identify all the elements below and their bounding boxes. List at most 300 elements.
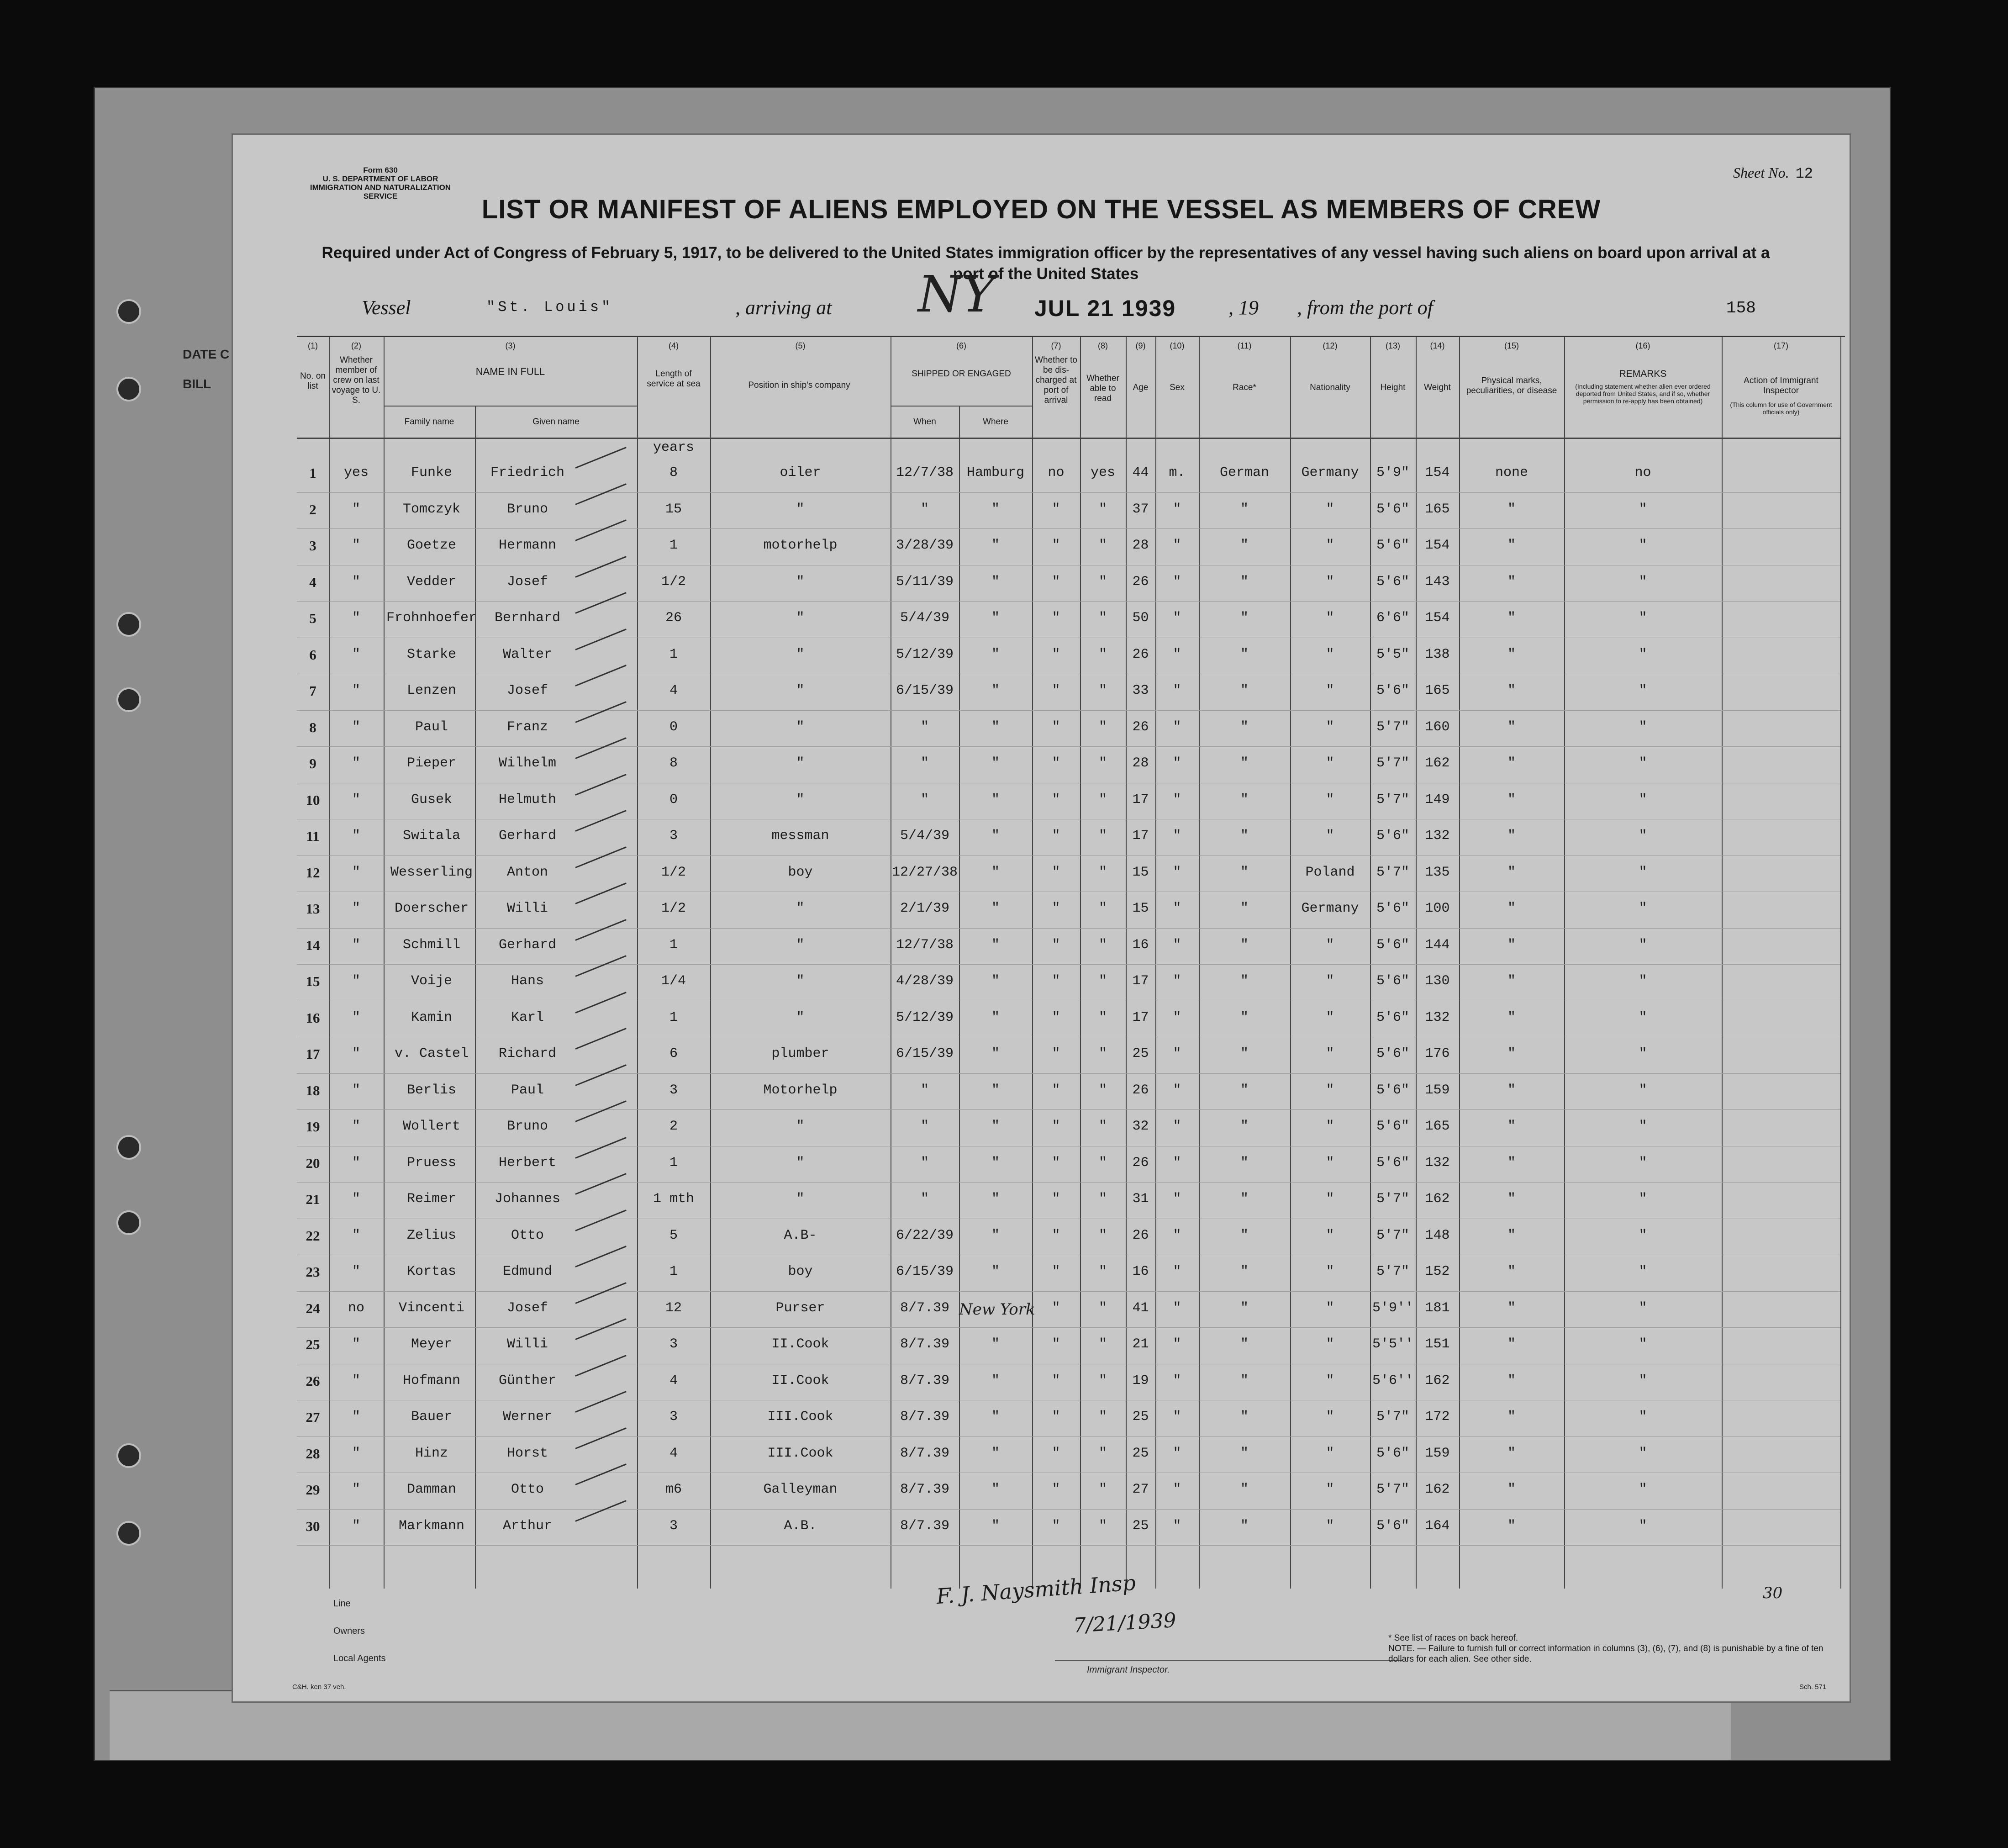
cell-where: " xyxy=(991,901,1000,916)
cell-read: " xyxy=(1098,901,1107,916)
col17-header: Action of Immigrant Inspector xyxy=(1744,376,1818,396)
cell-sex: " xyxy=(1173,1336,1181,1352)
column-divider xyxy=(1032,337,1033,1589)
cell-service: 3 xyxy=(669,1082,678,1098)
cell-given: Anton xyxy=(506,864,548,880)
cell-position: " xyxy=(796,1009,805,1025)
col4-number: (4) xyxy=(669,341,679,350)
cell-age: 26 xyxy=(1132,719,1149,735)
cell-sex: " xyxy=(1173,1227,1181,1243)
cell-position: " xyxy=(796,610,805,626)
cell-weight: 165 xyxy=(1425,1119,1450,1134)
cell-age: 33 xyxy=(1132,683,1149,698)
cell-no: 10 xyxy=(306,792,320,808)
cell-service: 1/2 xyxy=(661,574,686,590)
cell-weight: 181 xyxy=(1425,1300,1450,1316)
cell-marks: " xyxy=(1507,646,1516,662)
cell-read: " xyxy=(1098,792,1107,808)
cell-marks: " xyxy=(1507,901,1516,916)
binder-hole xyxy=(116,612,141,637)
cell-race: " xyxy=(1240,1119,1249,1134)
cell-given: Willi xyxy=(506,901,548,916)
cell-last: " xyxy=(352,864,360,880)
cell-family: Meyer xyxy=(411,1336,452,1352)
cell-service: 1 xyxy=(669,1264,678,1279)
cell-nat: " xyxy=(1326,1119,1334,1134)
cell-age: 32 xyxy=(1132,1119,1149,1134)
cell-weight: 143 xyxy=(1425,574,1450,590)
column-divider xyxy=(1459,337,1460,1589)
cell-nat: " xyxy=(1326,1300,1334,1316)
cell-when: 6/15/39 xyxy=(896,683,954,698)
cell-family: Hofmann xyxy=(402,1373,461,1389)
cell-last: " xyxy=(352,1409,360,1425)
cell-height: 5'7" xyxy=(1376,1264,1409,1279)
cell-disch: " xyxy=(1052,574,1060,590)
cell-height: 5'6" xyxy=(1376,1082,1409,1098)
cell-when: " xyxy=(920,719,929,735)
manifest-sheet xyxy=(233,135,1850,1701)
cell-family: v. Castel xyxy=(394,1046,469,1061)
cell-where: " xyxy=(991,1482,1000,1497)
cell-age: 26 xyxy=(1132,1155,1149,1171)
binder-hole xyxy=(116,299,141,324)
cell-height: 5'7" xyxy=(1376,1191,1409,1207)
cell-position: III.Cook xyxy=(767,1445,833,1461)
immigrant-inspector-label: Immigrant Inspector. xyxy=(1087,1665,1170,1675)
cell-remarks: " xyxy=(1639,538,1647,553)
cell-given: Otto xyxy=(511,1482,544,1497)
cell-given: Bruno xyxy=(506,1119,548,1134)
cell-service: 1 xyxy=(669,646,678,662)
cell-when: " xyxy=(920,1155,929,1171)
cell-family: Switala xyxy=(402,828,461,844)
cell-read: " xyxy=(1098,1155,1107,1171)
cell-height: 5'7" xyxy=(1376,1227,1409,1243)
cell-last: " xyxy=(352,538,360,553)
cell-race: " xyxy=(1240,973,1249,989)
cell-nat: " xyxy=(1326,1264,1334,1279)
cell-age: 25 xyxy=(1132,1409,1149,1425)
cell-where: " xyxy=(991,719,1000,735)
cell-no: 28 xyxy=(306,1445,320,1462)
col13-header: Height xyxy=(1380,383,1406,392)
cell-weight: 165 xyxy=(1425,501,1450,517)
cell-age: 17 xyxy=(1132,828,1149,844)
binder-hole xyxy=(116,377,141,401)
row-rule xyxy=(297,601,1840,602)
col13-number: (13) xyxy=(1385,341,1400,350)
row-rule xyxy=(297,1436,1840,1437)
cell-position: " xyxy=(796,574,805,590)
cell-weight: 165 xyxy=(1425,683,1450,698)
cell-age: 15 xyxy=(1132,864,1149,880)
col12-number: (12) xyxy=(1323,341,1338,350)
cell-family: Vedder xyxy=(406,574,457,590)
cell-marks: " xyxy=(1507,1482,1516,1497)
cell-where: " xyxy=(991,973,1000,989)
cell-marks: " xyxy=(1507,1082,1516,1098)
col8-header: Whether able to read xyxy=(1086,374,1119,403)
cell-race: " xyxy=(1240,1046,1249,1061)
cell-remarks: " xyxy=(1639,1046,1647,1061)
given-name-header: Given name xyxy=(532,417,580,427)
cell-height: 5'6" xyxy=(1376,901,1409,916)
cell-given: Arthur xyxy=(502,1518,553,1534)
cell-marks: " xyxy=(1507,719,1516,735)
cell-where: " xyxy=(991,1518,1000,1534)
cell-family: Kamin xyxy=(411,1009,452,1025)
cell-no: 1 xyxy=(309,465,316,481)
cell-sex: " xyxy=(1173,864,1181,880)
column-divider xyxy=(1416,337,1417,1589)
cell-marks: " xyxy=(1507,683,1516,698)
check-mark-icon xyxy=(575,1100,626,1122)
cell-where: " xyxy=(991,1264,1000,1279)
cell-disch: " xyxy=(1052,1518,1060,1534)
cell-given: Edmund xyxy=(502,1264,553,1279)
check-mark-icon xyxy=(575,774,626,796)
col6-number: (6) xyxy=(956,341,966,350)
check-mark-icon xyxy=(575,1209,626,1231)
cell-remarks: " xyxy=(1639,828,1647,844)
cell-height: 5'7" xyxy=(1376,1482,1409,1497)
cell-race: " xyxy=(1240,1336,1249,1352)
check-mark-icon xyxy=(575,628,626,650)
cell-family: Doerscher xyxy=(394,901,469,916)
cell-remarks: " xyxy=(1639,574,1647,590)
cell-sex: " xyxy=(1173,501,1181,517)
cell-family: Tomczyk xyxy=(402,501,461,517)
cell-position: Purser xyxy=(775,1300,825,1316)
cell-position: A.B. xyxy=(784,1518,817,1534)
cell-read: " xyxy=(1098,755,1107,771)
cell-remarks: " xyxy=(1639,1009,1647,1025)
row-rule xyxy=(297,1073,1840,1074)
cell-disch: " xyxy=(1052,610,1060,626)
cell-marks: " xyxy=(1507,501,1516,517)
cell-read: " xyxy=(1098,1409,1107,1425)
binder-hole xyxy=(116,1135,141,1160)
cell-disch: " xyxy=(1052,937,1060,953)
cell-remarks: " xyxy=(1639,1082,1647,1098)
cell-sex: " xyxy=(1173,973,1181,989)
cell-height: 5'6" xyxy=(1376,828,1409,844)
cell-read: " xyxy=(1098,1227,1107,1243)
cell-marks: " xyxy=(1507,538,1516,553)
cell-weight: 162 xyxy=(1425,1191,1450,1207)
column-divider xyxy=(1199,337,1200,1589)
cell-age: 15 xyxy=(1132,901,1149,916)
cell-marks: " xyxy=(1507,1264,1516,1279)
cell-where: " xyxy=(991,1373,1000,1389)
cell-read: " xyxy=(1098,1046,1107,1061)
cell-height: 5'7" xyxy=(1376,792,1409,808)
shipped-when-header: When xyxy=(913,417,936,427)
cell-position: " xyxy=(796,501,805,517)
cell-no: 8 xyxy=(309,719,316,735)
cell-disch: " xyxy=(1052,792,1060,808)
row-rule xyxy=(297,1109,1840,1110)
cell-where: New York xyxy=(959,1300,1035,1319)
cell-position: " xyxy=(796,1191,805,1207)
cell-disch: " xyxy=(1052,1046,1060,1061)
cell-last: " xyxy=(352,1009,360,1025)
cell-when: " xyxy=(920,1191,929,1207)
cell-read: " xyxy=(1098,1518,1107,1534)
cell-height: 5'7" xyxy=(1376,719,1409,735)
cell-last: " xyxy=(352,973,360,989)
cell-nat: " xyxy=(1326,538,1334,553)
cell-given: Franz xyxy=(506,719,548,735)
header-subdivider xyxy=(891,406,1032,407)
check-mark-icon xyxy=(575,1391,626,1413)
cell-last: " xyxy=(352,1336,360,1352)
row-rule xyxy=(297,855,1840,856)
cell-sex: " xyxy=(1173,1300,1181,1316)
cell-age: 28 xyxy=(1132,538,1149,553)
cell-given: Herbert xyxy=(498,1155,557,1171)
row-rule xyxy=(297,1182,1840,1183)
cell-read: " xyxy=(1098,1482,1107,1497)
cell-height: 5'6" xyxy=(1376,1119,1409,1134)
cell-disch: " xyxy=(1052,1009,1060,1025)
signature-date: 7/21/1939 xyxy=(1072,1609,1177,1637)
cell-no: 29 xyxy=(306,1482,320,1498)
cell-no: 11 xyxy=(306,828,320,844)
cell-no: 19 xyxy=(306,1119,320,1135)
cell-race: " xyxy=(1240,864,1249,880)
cell-race: " xyxy=(1240,1409,1249,1425)
cell-age: 27 xyxy=(1132,1482,1149,1497)
cell-disch: " xyxy=(1052,1227,1060,1243)
cell-given: Helmuth xyxy=(498,792,557,808)
cell-race: " xyxy=(1240,792,1249,808)
cell-when: 8/7.39 xyxy=(900,1373,950,1389)
cell-age: 19 xyxy=(1132,1373,1149,1389)
cell-age: 17 xyxy=(1132,973,1149,989)
vessel-line xyxy=(233,265,1850,324)
cell-marks: " xyxy=(1507,755,1516,771)
cell-no: 18 xyxy=(306,1082,320,1098)
cell-race: " xyxy=(1240,574,1249,590)
vessel-label: Vessel xyxy=(362,296,411,319)
cell-height: 5'6" xyxy=(1376,1009,1409,1025)
cell-race: " xyxy=(1240,501,1249,517)
cell-race: " xyxy=(1240,1373,1249,1389)
cell-disch: " xyxy=(1052,719,1060,735)
cell-disch: " xyxy=(1052,864,1060,880)
binder-hole xyxy=(116,687,141,712)
cell-service: 8 xyxy=(669,465,678,480)
cell-race: " xyxy=(1240,1082,1249,1098)
cell-sex: " xyxy=(1173,719,1181,735)
cell-remarks: no xyxy=(1634,465,1651,480)
cell-no: 27 xyxy=(306,1409,320,1425)
cell-where: " xyxy=(991,792,1000,808)
col14-number: (14) xyxy=(1430,341,1445,350)
cell-where: " xyxy=(991,574,1000,590)
check-mark-icon xyxy=(575,1427,626,1449)
cell-sex: " xyxy=(1173,574,1181,590)
cell-nat: " xyxy=(1326,973,1334,989)
cell-nat: " xyxy=(1326,1445,1334,1461)
from-port-label: , from the port of xyxy=(1297,296,1433,319)
cell-given: Horst xyxy=(506,1445,548,1461)
col9-header: Age xyxy=(1133,383,1149,392)
check-mark-icon xyxy=(575,1318,626,1340)
cell-age: 37 xyxy=(1132,501,1149,517)
cell-disch: " xyxy=(1052,1082,1060,1098)
check-mark-icon xyxy=(575,1028,626,1050)
check-mark-icon xyxy=(575,846,626,868)
cell-given: Bernhard xyxy=(494,610,561,626)
cell-when: 5/4/39 xyxy=(900,828,950,844)
cell-read: " xyxy=(1098,1300,1107,1316)
cell-weight: 162 xyxy=(1425,1373,1450,1389)
cell-sex: " xyxy=(1173,1155,1181,1171)
cell-read: " xyxy=(1098,1082,1107,1098)
cell-height: 5'7" xyxy=(1376,864,1409,880)
side-note-date: DATE C xyxy=(183,347,230,361)
cell-nat: " xyxy=(1326,1518,1334,1534)
column-divider xyxy=(1155,337,1156,1589)
col6-header: SHIPPED OR ENGAGED xyxy=(912,369,1011,379)
cell-family: Bauer xyxy=(411,1409,452,1425)
cell-read: " xyxy=(1098,1445,1107,1461)
cell-sex: " xyxy=(1173,1518,1181,1534)
cell-remarks: " xyxy=(1639,1373,1647,1389)
cell-age: 25 xyxy=(1132,1445,1149,1461)
header-bottom-line xyxy=(297,438,1840,439)
cell-no: 2 xyxy=(309,501,316,517)
cell-where: " xyxy=(991,755,1000,771)
cell-age: 16 xyxy=(1132,1264,1149,1279)
col15-header: Physical marks, peculiarities, or disease xyxy=(1466,376,1557,396)
cell-sex: " xyxy=(1173,828,1181,844)
cell-race: " xyxy=(1240,610,1249,626)
check-mark-icon xyxy=(575,483,626,505)
cell-no: 5 xyxy=(309,610,316,626)
cell-when: 6/22/39 xyxy=(896,1227,954,1243)
cell-where: " xyxy=(991,1445,1000,1461)
cell-sex: " xyxy=(1173,1409,1181,1425)
cell-remarks: " xyxy=(1639,1191,1647,1207)
cell-read: " xyxy=(1098,1264,1107,1279)
cell-race: " xyxy=(1240,1155,1249,1171)
cell-given: Josef xyxy=(506,1300,548,1316)
cell-service: 1 mth xyxy=(653,1191,694,1207)
cell-sex: " xyxy=(1173,1482,1181,1497)
cell-race: " xyxy=(1240,719,1249,735)
check-mark-icon xyxy=(575,737,626,759)
cell-read: " xyxy=(1098,646,1107,662)
row-rule xyxy=(297,710,1840,711)
cell-where: " xyxy=(991,683,1000,698)
vessel-name: "St. Louis" xyxy=(486,299,613,316)
cell-given: Hans xyxy=(511,973,544,989)
cell-when: 2/1/39 xyxy=(900,901,950,916)
page-title: LIST OR MANIFEST OF ALIENS EMPLOYED ON THE VESSEL AS MEMBERS OF CREW xyxy=(481,195,1601,224)
cell-race: " xyxy=(1240,1264,1249,1279)
cell-service: 2 xyxy=(669,1119,678,1134)
check-mark-icon xyxy=(575,519,626,541)
cell-no: 24 xyxy=(306,1300,320,1316)
cell-family: Funke xyxy=(411,465,452,480)
cell-service: 26 xyxy=(665,610,682,626)
years-unit-label: years xyxy=(653,440,694,455)
cell-race: " xyxy=(1240,683,1249,698)
cell-when: " xyxy=(920,755,929,771)
cell-position: II.Cook xyxy=(771,1373,829,1389)
check-mark-icon xyxy=(575,665,626,686)
cell-race: " xyxy=(1240,937,1249,953)
column-divider xyxy=(1722,337,1723,1589)
cell-service: 4 xyxy=(669,1373,678,1389)
cell-disch: " xyxy=(1052,538,1060,553)
cell-disch: " xyxy=(1052,1119,1060,1134)
cell-read: " xyxy=(1098,1336,1107,1352)
cell-no: 6 xyxy=(309,646,316,663)
cell-sex: m. xyxy=(1169,465,1186,480)
cell-last: " xyxy=(352,828,360,844)
cell-position: " xyxy=(796,719,805,735)
cell-where: " xyxy=(991,1046,1000,1061)
cell-weight: 176 xyxy=(1425,1046,1450,1061)
cell-age: 26 xyxy=(1132,1227,1149,1243)
col1-number: (1) xyxy=(308,341,318,350)
cell-family: Gusek xyxy=(411,792,452,808)
column-divider xyxy=(637,337,638,1589)
cell-when: 12/7/38 xyxy=(896,937,954,953)
cell-no: 26 xyxy=(306,1373,320,1389)
cell-weight: 159 xyxy=(1425,1445,1450,1461)
cell-no: 12 xyxy=(306,864,320,881)
cell-nat: Poland xyxy=(1305,864,1355,880)
cell-service: 1 xyxy=(669,538,678,553)
cell-weight: 154 xyxy=(1425,538,1450,553)
cell-when: 8/7.39 xyxy=(900,1482,950,1497)
check-mark-icon xyxy=(575,592,626,614)
cell-given: Otto xyxy=(511,1227,544,1243)
cell-marks: " xyxy=(1507,1191,1516,1207)
cell-when: " xyxy=(920,1082,929,1098)
cell-when: 3/28/39 xyxy=(896,538,954,553)
cell-last: " xyxy=(352,1445,360,1461)
column-divider xyxy=(710,337,711,1589)
cell-height: 5'7" xyxy=(1376,1409,1409,1425)
cell-height: 5'5" xyxy=(1376,646,1409,662)
cell-sex: " xyxy=(1173,901,1181,916)
cell-no: 13 xyxy=(306,901,320,917)
cell-height: 5'6" xyxy=(1376,1046,1409,1061)
col16-note: (Including statement whether alien ever ordered deported from United States, and if so, whether permission to re-apply has been obtained) xyxy=(1575,383,1711,405)
year-label: , 19 xyxy=(1228,296,1259,319)
column-divider xyxy=(384,337,385,1589)
cell-family: Vincenti xyxy=(398,1300,465,1316)
col5-header: Position in ship's company xyxy=(748,380,850,390)
schedule-code: Sch. 571 xyxy=(1799,1683,1827,1691)
cell-disch: " xyxy=(1052,828,1060,844)
cell-nat: " xyxy=(1326,646,1334,662)
cell-race: " xyxy=(1240,828,1249,844)
cell-nat: " xyxy=(1326,1336,1334,1352)
cell-given: Willi xyxy=(506,1336,548,1352)
cell-sex: " xyxy=(1173,1191,1181,1207)
cell-read: yes xyxy=(1090,465,1115,480)
cell-disch: " xyxy=(1052,1336,1060,1352)
column-divider xyxy=(1564,337,1565,1589)
